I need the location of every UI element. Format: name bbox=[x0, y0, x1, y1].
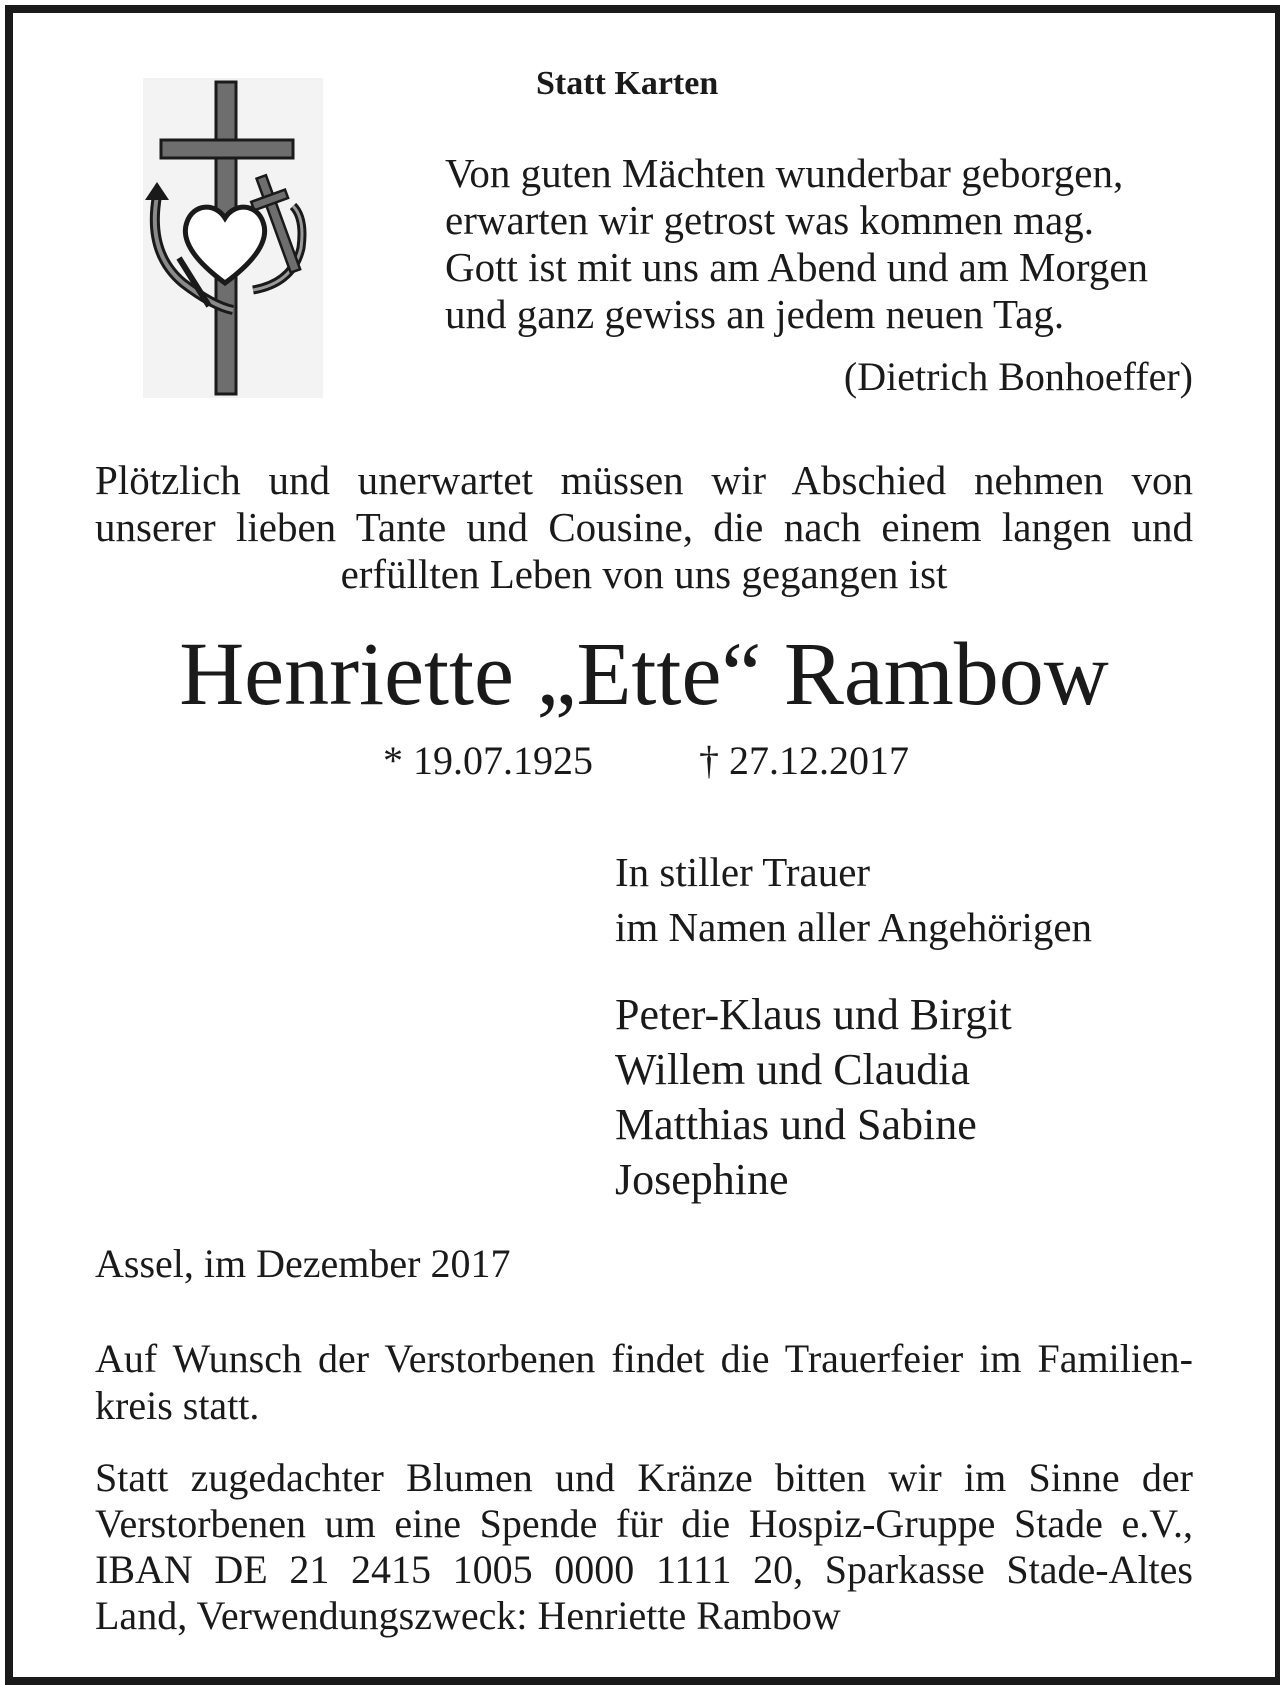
poem-line: und ganz gewiss an jedem neuen Tag. bbox=[445, 291, 1065, 337]
poem-line: Von guten Mächten wunderbar geborgen, bbox=[445, 150, 1124, 196]
ceremony-line: kreis statt. bbox=[95, 1383, 260, 1428]
poem-line: erwarten wir getrost was kommen mag. bbox=[445, 197, 1094, 243]
donation-line: Verstorbenen um eine Spende für die Hospiz-Gruppe Stade e.V., bbox=[95, 1501, 1193, 1546]
death-date: † 27.12.2017 bbox=[699, 738, 909, 783]
mourning-line: In stiller Trauer bbox=[615, 849, 871, 895]
intro-line: erfüllten Leben von uns gegangen ist bbox=[340, 551, 948, 597]
intro-text bbox=[95, 457, 1193, 598]
donation-line: Statt zugedachter Blumen und Kränze bitten wir im Sinne der bbox=[95, 1455, 1193, 1500]
family-member: Peter-Klaus und Birgit bbox=[615, 990, 1012, 1039]
family-list bbox=[615, 987, 1012, 1207]
poem-attribution: (Dietrich Bonhoeffer) bbox=[843, 354, 1193, 399]
cross-anchor-heart-icon bbox=[143, 78, 323, 398]
family-member: Josephine bbox=[615, 1155, 789, 1204]
intro-line: unserer lieben Tante und Cousine, die nach einem langen und bbox=[95, 504, 1193, 550]
poem-line: Gott ist mit uns am Abend und am Morgen bbox=[445, 244, 1149, 290]
donation-line: Land, Verwendungszweck: Henriette Rambow bbox=[95, 1593, 841, 1638]
family-member: Willem und Claudia bbox=[615, 1045, 971, 1094]
ceremony-line: Auf Wunsch der Verstorbenen findet die Trauerfeier im Familien- bbox=[95, 1336, 1193, 1381]
deceased-name: Henriette „Ette“ Rambow bbox=[179, 625, 1109, 724]
donation-note bbox=[95, 1455, 1193, 1639]
mourning-text bbox=[615, 845, 1092, 955]
mourning-line: im Namen aller Angehörigen bbox=[615, 904, 1093, 950]
ceremony-note bbox=[95, 1335, 1193, 1429]
birth-date: * 19.07.1925 bbox=[383, 738, 593, 783]
intro-line: Plötzlich und unerwartet müssen wir Abschied nehmen von bbox=[95, 457, 1193, 503]
place-date: Assel, im Dezember 2017 bbox=[95, 1241, 511, 1286]
donation-line: IBAN DE 21 2415 1005 0000 1111 20, Sparkasse Stade-Altes bbox=[95, 1547, 1193, 1592]
heading-statt-karten: Statt Karten bbox=[536, 65, 719, 102]
family-member: Matthias und Sabine bbox=[615, 1100, 977, 1149]
obituary-notice bbox=[5, 5, 1280, 1685]
poem bbox=[445, 150, 1148, 338]
